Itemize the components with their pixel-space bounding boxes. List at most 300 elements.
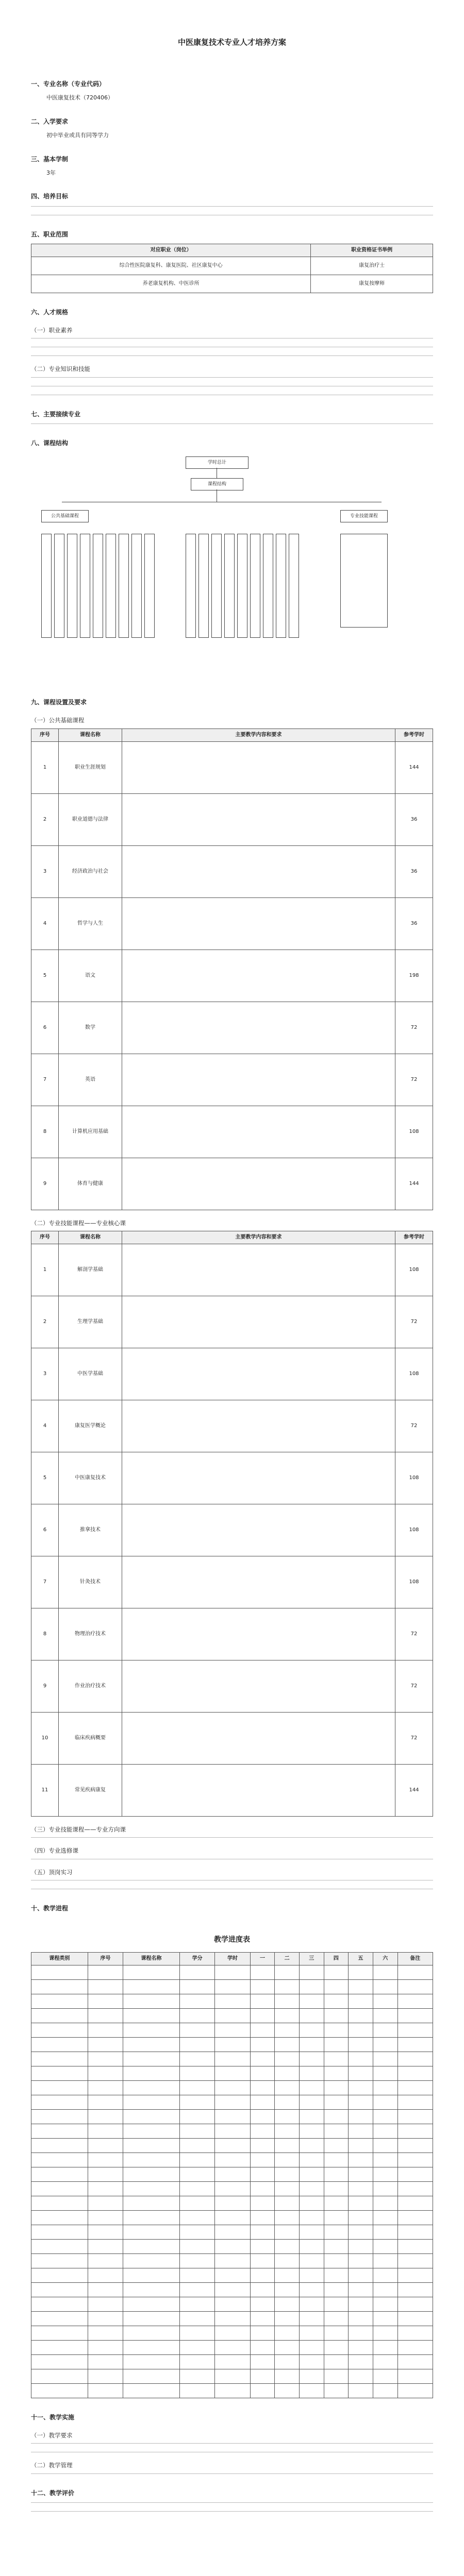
plan-cell [123,2153,180,2167]
plan-cell [324,2196,349,2210]
course-hours: 72 [395,1660,433,1713]
subheading-xuanxiu: （四）专业选修课 [31,1847,78,1855]
page-title: 中医康复技术专业人才培养方案 [177,38,286,47]
table-row [31,275,433,293]
section-body-3: 3年 [46,169,56,176]
course-index: 5 [31,1452,59,1504]
course-hours: 108 [395,1244,433,1296]
plan-cell [250,2138,275,2153]
course-content [122,897,395,950]
plan-cell [324,2066,349,2080]
plan-cell [299,2196,324,2210]
course-index: 3 [31,1348,59,1400]
course-content [122,1765,395,1817]
subheading-gonggong: （一）公共基础课程 [31,717,85,724]
plan-cell [88,2037,123,2052]
plan-cell [373,2196,397,2210]
paragraph-placeholder [31,1837,433,1838]
diagram-course-box [93,534,103,638]
plan-cell [349,2311,373,2326]
plan-cell [250,1965,275,1979]
plan-cell [179,2109,214,2124]
course-hours: 144 [395,1765,433,1817]
plan-cell [215,2167,250,2181]
diagram-course-box [119,534,129,638]
plan-cell [349,2354,373,2369]
course-content [122,1660,395,1713]
plan-cell [299,2095,324,2109]
course-name: 康复医学概论 [59,1400,122,1452]
table-row [31,2297,433,2311]
section-heading-8: 八、课程结构 [31,439,69,447]
section-body-1: 中医康复技术（720406） [46,94,113,101]
plan-cell [88,1994,123,2008]
plan-cell [349,2080,373,2095]
course-content [122,1296,395,1348]
plan-header: 序号 [88,1952,123,1965]
plan-cell [179,2340,214,2354]
plan-cell [373,2066,397,2080]
plan-cell [179,2023,214,2037]
plan-cell [31,2138,88,2153]
plan-cell [324,2008,349,2023]
table-header: 参考学时 [395,728,433,741]
plan-cell [373,2383,397,2398]
table-row [31,2008,433,2023]
plan-cell [397,2311,433,2326]
plan-cell [31,2008,88,2023]
table-row [31,897,433,950]
plan-cell [215,2311,250,2326]
plan-cell [31,2196,88,2210]
plan-cell [299,2124,324,2138]
table-row [31,1979,433,1994]
plan-cell [275,2037,300,2052]
plan-cell [123,2326,180,2340]
plan-cell [324,2253,349,2268]
course-index: 2 [31,1296,59,1348]
table-header: 主要教学内容和要求 [122,1231,395,1244]
plan-cell [88,2008,123,2023]
plan-cell [250,2311,275,2326]
plan-cell [275,2153,300,2167]
plan-cell [299,2383,324,2398]
plan-cell [275,2369,300,2383]
table-row [31,1054,433,1106]
plan-cell [250,2340,275,2354]
plan-cell [215,1994,250,2008]
course-hours: 72 [395,1608,433,1660]
table-row [31,1400,433,1452]
plan-cell [123,2340,180,2354]
plan-cell [123,2282,180,2297]
course-name: 职业道德与法律 [59,793,122,845]
plan-cell [299,2210,324,2225]
plan-cell [88,2153,123,2167]
plan-cell [179,2239,214,2253]
plan-cell [250,2080,275,2095]
plan-cell [324,2225,349,2239]
plan-cell [324,1965,349,1979]
plan-cell [373,1994,397,2008]
career-table-header: 对应职业（岗位） [31,244,311,257]
plan-cell [123,2080,180,2095]
paragraph-placeholder [31,2502,433,2503]
plan-cell [397,2066,433,2080]
plan-cell [299,2037,324,2052]
plan-cell [250,2383,275,2398]
plan-cell [250,2268,275,2282]
course-content [122,845,395,897]
teaching-plan-table [31,1952,433,2398]
course-name: 语文 [59,950,122,1002]
plan-cell [275,2124,300,2138]
plan-cell [349,2196,373,2210]
plan-cell [31,2239,88,2253]
plan-cell [123,1994,180,2008]
plan-cell [275,2311,300,2326]
course-name: 生理学基础 [59,1296,122,1348]
course-name: 体育与健康 [59,1158,122,1210]
plan-cell [349,1994,373,2008]
plan-cell [250,2196,275,2210]
plan-cell [275,2210,300,2225]
plan-cell [324,2138,349,2153]
course-hours: 72 [395,1054,433,1106]
plan-cell [324,2340,349,2354]
table-row [31,845,433,897]
plan-cell [88,2181,123,2196]
plan-cell [123,2311,180,2326]
course-content [122,1158,395,1210]
plan-cell [324,2268,349,2282]
plan-cell [215,2210,250,2225]
table-row [31,1296,433,1348]
plan-cell [324,1979,349,1994]
course-name: 英语 [59,1054,122,1106]
plan-cell [215,2008,250,2023]
course-content [122,1400,395,1452]
plan-cell [397,2282,433,2297]
plan-cell [397,2340,433,2354]
plan-cell [373,2109,397,2124]
plan-cell [31,2095,88,2109]
plan-cell [88,2383,123,2398]
course-hours: 108 [395,1106,433,1158]
plan-cell [324,2181,349,2196]
plan-cell [123,2052,180,2066]
plan-cell [215,2239,250,2253]
plan-cell [250,2095,275,2109]
plan-cell [123,2109,180,2124]
table-row [31,2326,433,2340]
plan-cell [31,2311,88,2326]
plan-cell [88,2369,123,2383]
plan-cell [373,2225,397,2239]
plan-cell [373,2282,397,2297]
plan-cell [373,2369,397,2383]
table-row [31,2066,433,2080]
plan-cell [31,2052,88,2066]
plan-cell [373,2210,397,2225]
course-structure-diagram [31,456,433,683]
plan-cell [215,2153,250,2167]
table-row [31,2225,433,2239]
diagram-course-box [250,534,260,638]
plan-cell [275,1994,300,2008]
table-cell: 康复治疗士 [311,257,433,275]
plan-cell [215,2225,250,2239]
career-table [31,244,433,293]
plan-cell [88,2080,123,2095]
plan-cell [275,2196,300,2210]
table-row [31,2109,433,2124]
diagram-left-group: 公共基础课程 [41,510,89,522]
plan-cell [299,2268,324,2282]
course-content [122,950,395,1002]
plan-cell [31,2297,88,2311]
plan-cell [324,2052,349,2066]
plan-cell [397,2037,433,2052]
plan-cell [349,2383,373,2398]
plan-cell [179,2138,214,2153]
plan-cell [179,2095,214,2109]
plan-cell [373,2311,397,2326]
plan-cell [275,1965,300,1979]
diagram-top-box: 学时总计 [186,456,248,469]
plan-cell [275,2023,300,2037]
plan-cell [123,2138,180,2153]
plan-cell [324,2023,349,2037]
plan-cell [250,2354,275,2369]
plan-cell [88,2282,123,2297]
plan-cell [88,2124,123,2138]
plan-cell [88,1965,123,1979]
course-hours: 144 [395,1158,433,1210]
subheading-shixi: （五）顶岗实习 [31,1868,73,1876]
plan-cell [373,2268,397,2282]
plan-cell [397,2153,433,2167]
plan-cell [123,2297,180,2311]
course-index: 3 [31,845,59,897]
plan-cell [324,2326,349,2340]
plan-cell [88,2167,123,2181]
course-name: 针灸技术 [59,1556,122,1608]
table-row [31,2124,433,2138]
course-hours: 72 [395,1400,433,1452]
plan-cell [179,2181,214,2196]
table-row [31,2383,433,2398]
plan-cell [397,2383,433,2398]
plan-cell [123,2210,180,2225]
plan-cell [373,2253,397,2268]
course-content [122,1452,395,1504]
plan-cell [349,1965,373,1979]
table-row [31,1158,433,1210]
plan-cell [324,2167,349,2181]
plan-cell [397,2095,433,2109]
plan-cell [275,2326,300,2340]
plan-cell [373,2138,397,2153]
plan-cell [88,2196,123,2210]
plan-cell [373,2124,397,2138]
plan-cell [215,2354,250,2369]
table-row [31,257,433,275]
diagram-course-box [224,534,235,638]
plan-cell [373,2340,397,2354]
table-row [31,1002,433,1054]
plan-cell [250,2153,275,2167]
plan-cell [275,1979,300,1994]
plan-cell [349,2023,373,2037]
plan-cell [349,2297,373,2311]
plan-cell [397,2181,433,2196]
plan-cell [397,2326,433,2340]
section-heading-3: 三、基本学制 [31,155,69,163]
plan-cell [88,1979,123,1994]
table-row [31,2023,433,2037]
plan-cell [373,1979,397,1994]
plan-cell [179,2225,214,2239]
plan-cell [373,2297,397,2311]
plan-cell [349,2282,373,2297]
table-row [31,2268,433,2282]
course-index: 7 [31,1054,59,1106]
plan-cell [299,2008,324,2023]
plan-cell [123,2383,180,2398]
plan-cell [123,2268,180,2282]
plan-cell [250,2225,275,2239]
diagram-course-box [106,534,116,638]
section-heading-6: 六、人才规格 [31,308,69,316]
plan-cell [373,2326,397,2340]
plan-cell [349,2253,373,2268]
plan-cell [324,2210,349,2225]
plan-cell [215,2340,250,2354]
plan-cell [275,2052,300,2066]
plan-cell [275,2297,300,2311]
table-row [31,2369,433,2383]
table-row [31,2037,433,2052]
table-header: 主要教学内容和要求 [122,728,395,741]
plan-cell [215,2282,250,2297]
section-heading-7: 七、主要接续专业 [31,410,81,418]
plan-cell [349,2340,373,2354]
plan-cell [179,2282,214,2297]
plan-header: 三 [299,1952,324,1965]
course-name: 计算机应用基础 [59,1106,122,1158]
course-hours: 36 [395,897,433,950]
table-header: 序号 [31,1231,59,1244]
plan-cell [275,2167,300,2181]
plan-cell [179,2008,214,2023]
plan-cell [250,2253,275,2268]
plan-cell [250,1979,275,1994]
plan-cell [179,2167,214,2181]
table-row [31,1660,433,1713]
table-header: 课程名称 [59,1231,122,1244]
course-name: 常见疾病康复 [59,1765,122,1817]
plan-cell [31,1979,88,1994]
plan-cell [88,2239,123,2253]
table-row [31,2138,433,2153]
paragraph-placeholder [31,2511,433,2512]
plan-cell [349,2167,373,2181]
plan-header: 课程名称 [123,1952,180,1965]
course-content [122,1002,395,1054]
plan-cell [373,2008,397,2023]
plan-cell [31,2181,88,2196]
plan-cell [215,2052,250,2066]
plan-cell [397,2109,433,2124]
plan-cell [123,2196,180,2210]
plan-cell [299,2109,324,2124]
plan-cell [215,2023,250,2037]
paragraph-placeholder [31,206,433,207]
course-index: 2 [31,793,59,845]
plan-header: 一 [250,1952,275,1965]
plan-cell [299,2225,324,2239]
plan-cell [250,2239,275,2253]
plan-cell [299,2138,324,2153]
diagram-course-box [198,534,209,638]
paragraph-placeholder [31,377,433,378]
plan-cell [179,2124,214,2138]
plan-cell [88,2297,123,2311]
plan-cell [299,2340,324,2354]
plan-cell [179,2311,214,2326]
section-heading-5: 五、职业范围 [31,230,69,238]
course-index: 11 [31,1765,59,1817]
course-content [122,793,395,845]
plan-cell [123,2037,180,2052]
plan-cell [123,2181,180,2196]
course-index: 8 [31,1106,59,1158]
paragraph-placeholder [31,2443,433,2444]
plan-cell [299,2297,324,2311]
plan-cell [31,2354,88,2369]
course-name: 职业生涯规划 [59,741,122,793]
table-row [31,1504,433,1556]
plan-cell [299,1965,324,1979]
table-row [31,2052,433,2066]
course-content [122,1348,395,1400]
diagram-course-box [289,534,299,638]
plan-cell [123,2023,180,2037]
table-row [31,2153,433,2167]
plan-cell [397,1979,433,1994]
plan-cell [397,2297,433,2311]
diagram-course-box [54,534,64,638]
plan-cell [275,2253,300,2268]
course-hours: 72 [395,1296,433,1348]
plan-cell [349,2124,373,2138]
table-row [31,2340,433,2354]
plan-cell [275,2008,300,2023]
plan-cell [31,2340,88,2354]
plan-cell [123,2008,180,2023]
course-index: 10 [31,1713,59,1765]
plan-cell [179,1979,214,1994]
plan-cell [299,2239,324,2253]
table-cell: 综合性医院康复科、康复医院、社区康复中心 [31,257,311,275]
table-row [31,2253,433,2268]
plan-cell [31,2167,88,2181]
table-row [31,1452,433,1504]
plan-cell [299,2311,324,2326]
plan-cell [123,1965,180,1979]
plan-cell [123,2225,180,2239]
